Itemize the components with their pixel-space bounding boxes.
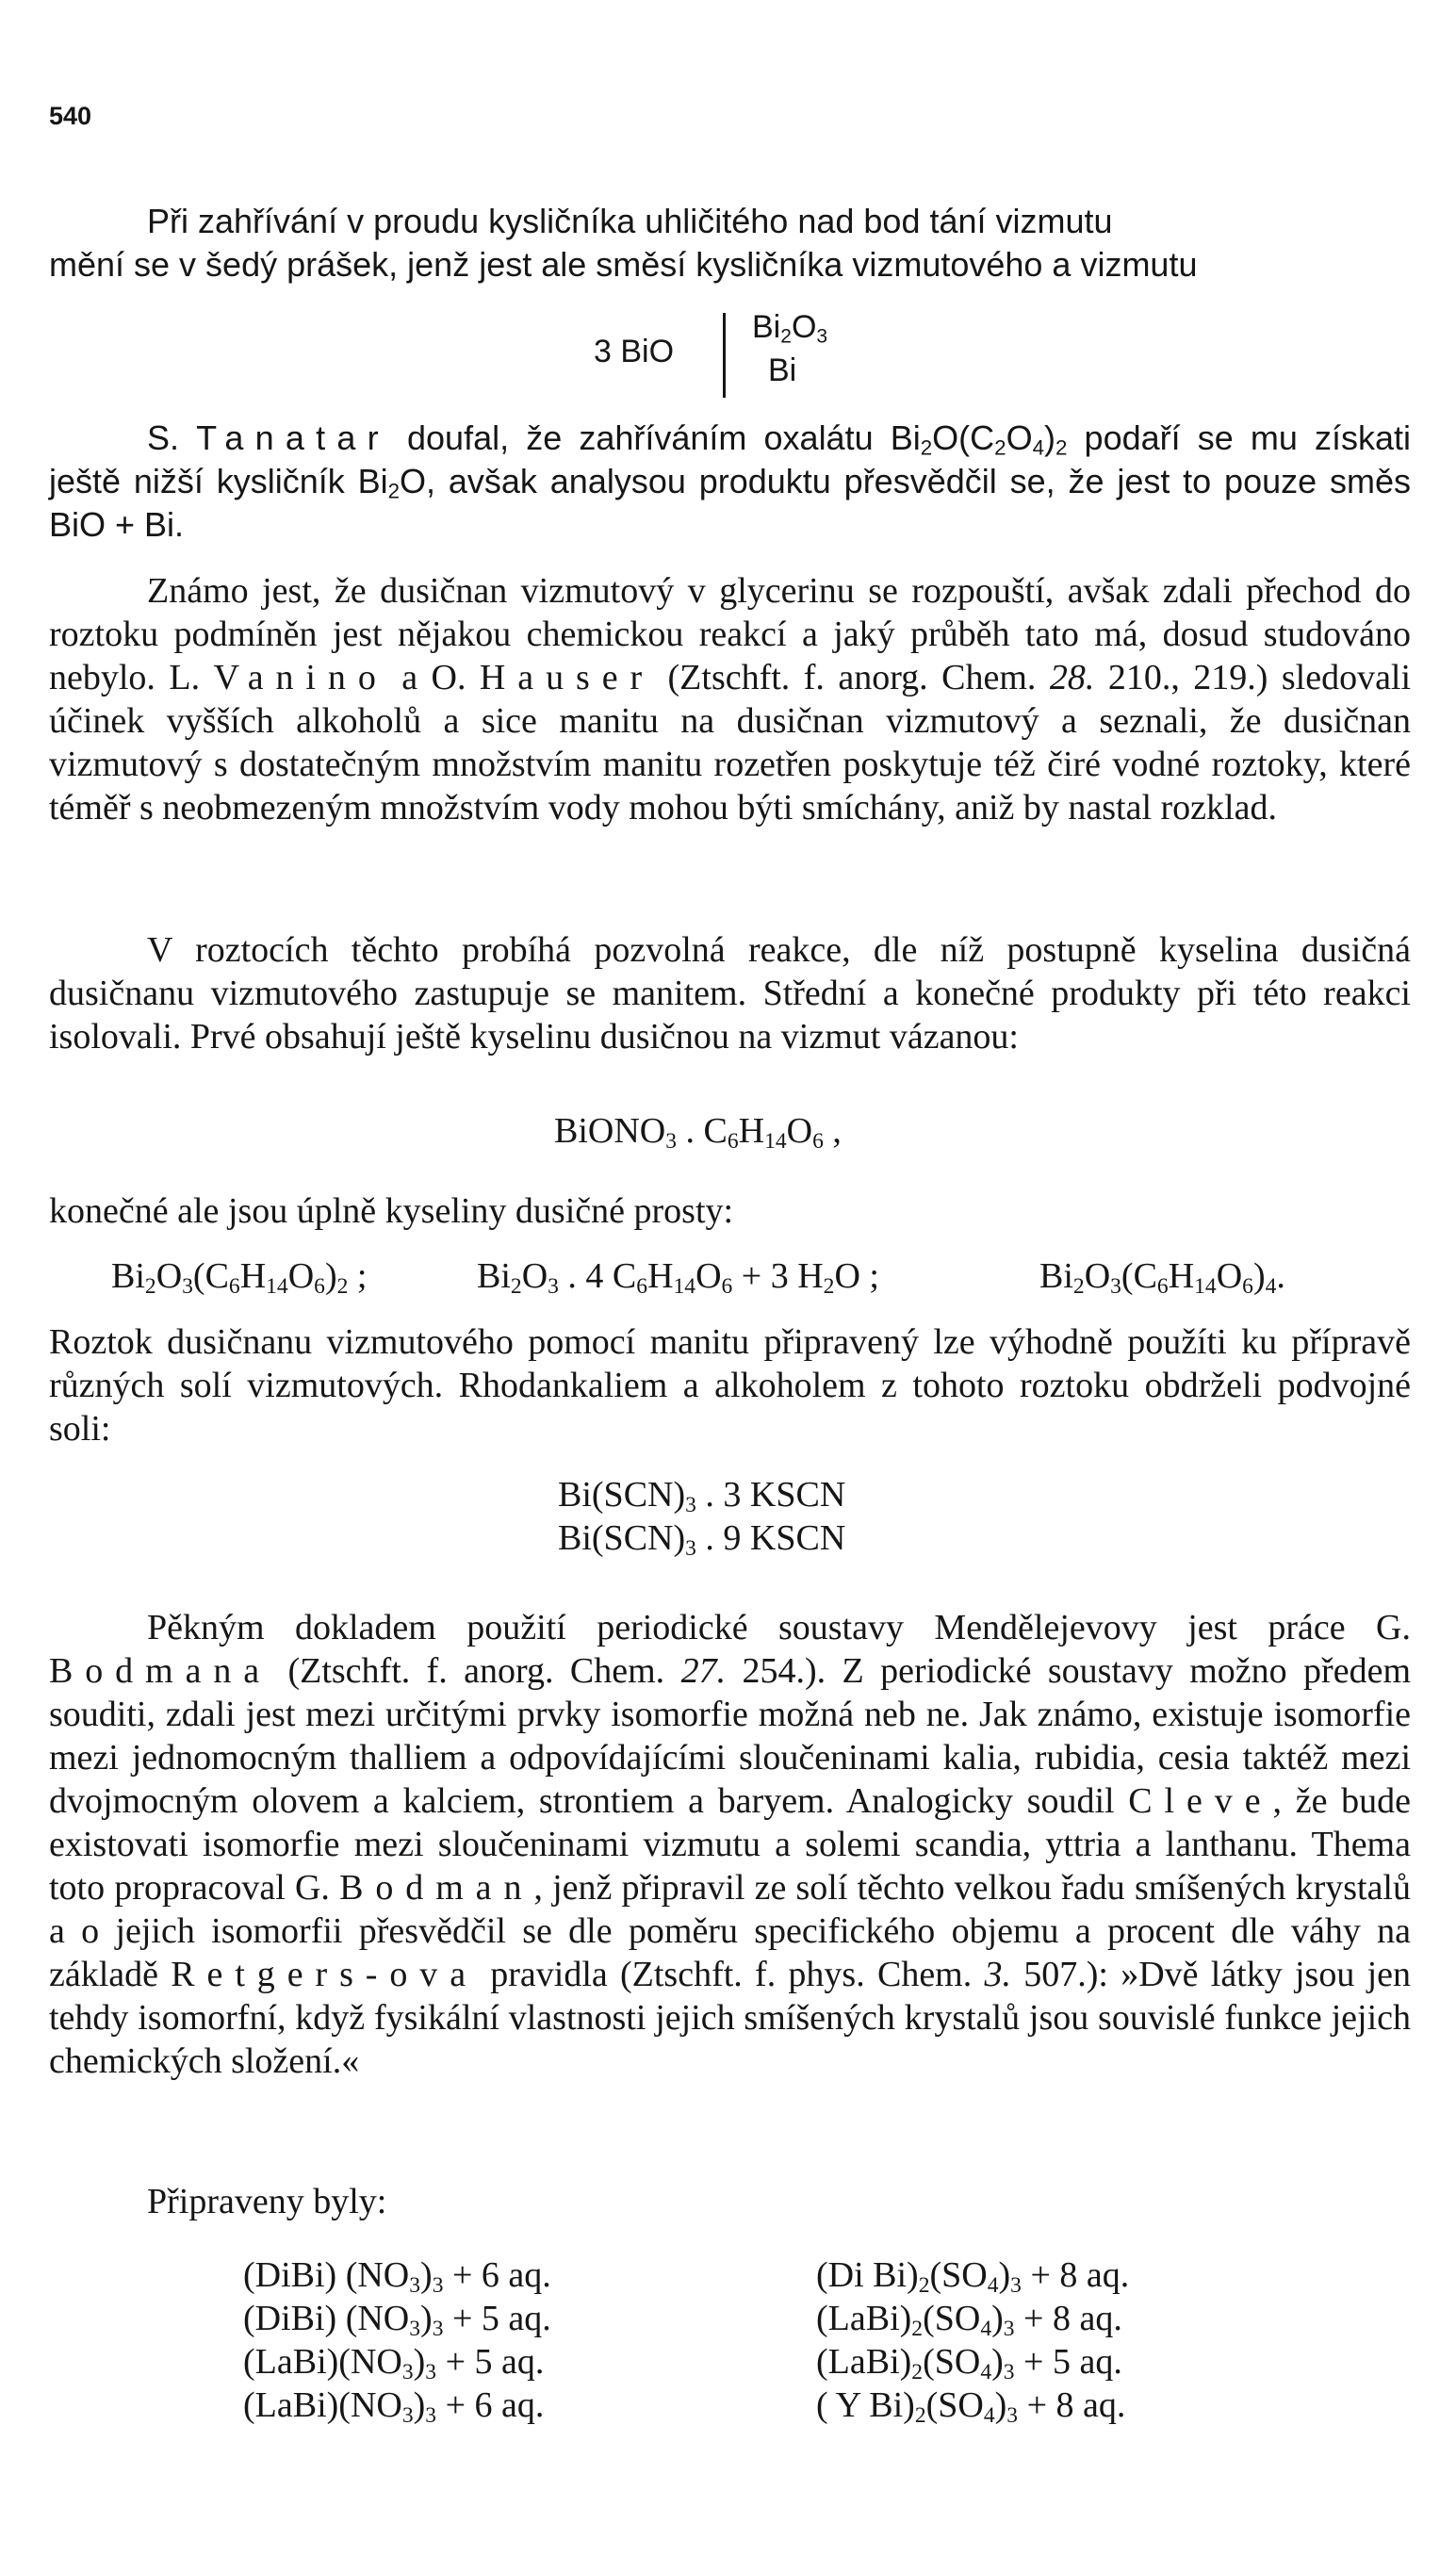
paragraph-7: Pěkným dokladem použití periodické soustavy Mendělejevovy jest práce G. Bodmana (Ztschft. f. anorg. Chem. 27. 254.). Z periodické soustavy možno předem souditi, zdali jest mezi určitými prvky isomorfie možná neb ne. Jak známo, existuje isomorfie mezi jednomocným thalliem a odpovídajícími sloučeninami kalia, rubidia, cesia taktéž mezi dvojmocným olovem a kalciem, strontiem a baryem. Analogicky soudil Cleve, že bude existovati isomorfie mezi sloučeninami vizmutu a solemi scandia, yttria a lanthanu. Thema toto propracoval G. Bodman, jenž připravil ze solí těchto velkou řadu smíšených krystalů a o jejich isomorfii přesvědčil se dle poměru specifického objemu a procent dle váhy na základě Retgers-ova pravidla (Ztschft. f. phys. Chem. 3. 507.): »Dvě látky jsou jen tehdy isomorfní, když fysikální vlastnosti jejich smíšených krystalů jsou souvislé funkce jejich chemických složení.« <box>49 1608 1412 2081</box>
nitrate-item: (DiBi) $(NO_3)_3 + 5$ aq. <box>243 2299 551 2341</box>
formula-bio-denominator: Bi <box>768 352 797 388</box>
sulfate-item: (Di $Bi)_2(SO_4)_3 + 8$ aq. <box>816 2255 1130 2298</box>
sulfate-item: $(LaBi)_2(SO_4)_3 + 8$ aq. <box>816 2299 1122 2341</box>
sulfate-item: ( Y $Bi)_2(SO_4)_3 + 8$ aq. <box>816 2385 1126 2428</box>
author-retgers: Retgers-ova <box>171 1955 478 1994</box>
formula-row-1: $Bi_2O_3(C_6H_{14}O_6)_2$ ; <box>111 1256 368 1299</box>
formula-bio-lhs: 3 BiO <box>594 334 675 369</box>
author-vanino: Vanino <box>213 658 388 697</box>
p1-line1: Při zahřívání v proudu kysličníka uhličitého nad bod tání vizmutu <box>147 202 1113 240</box>
paragraph-5: konečné ale jsou úplně kyseliny dusičné prosty: <box>49 1191 734 1231</box>
thiocyanate-line-2: $Bi(SCN)_3$ . 9 KSCN <box>558 1518 846 1561</box>
author-bodman-2: Bodman <box>339 1868 534 1908</box>
paragraph-8: Připraveny byly: <box>147 2182 387 2221</box>
paragraph-6: Roztok dusičnanu vizmutového pomocí manitu připravený lze výhodně použíti ku přípravě různých solí vizmutových. Rhodankaliem a alkoholem z tohoto roztoku obdrželi podvojné soli: <box>49 1322 1411 1449</box>
page-number: 540 <box>49 102 92 130</box>
formula-thiocyanate <box>558 1473 845 1560</box>
nitrate-item: $(LaBi)(NO_3)_3 + 6$ aq. <box>243 2385 545 2428</box>
p1-line2: mění se v šedý prášek, jenž jest ale směsí kysličníka vizmutového a vizmutu <box>49 245 1198 284</box>
author-cleve: Cleve <box>1128 1781 1273 1821</box>
sulfate-list <box>816 2253 1129 2427</box>
formula-bio-bar <box>723 313 726 398</box>
formula-row-3: $Bi_2O_3(C_6H_{14}O_6)_4$. <box>1039 1256 1285 1299</box>
paragraph-4: V roztocích těchto probíhá pozvolná reakce, dle níž postupně kyselina dusičná dusičnanu vizmutového zastupuje se manitem. Střední a konečné produkty při této reakci isolovali. Prvé obsahují ještě kyselinu dusičnou na vizmut vázanou: <box>49 930 1411 1057</box>
sulfate-item: $(LaBi)_2(SO_4)_3 + 5$ aq. <box>816 2342 1122 2384</box>
paragraph-2: S. Tanatar doufal, že zahříváním oxalátu $Bi_2O(C_2O_4)_2$ podaří se mu získati ještě nižší kysličník $Bi_2O$, avšak analysou produktu přesvědčil se, že jest to pouze směs BiO + Bi. <box>49 418 1412 544</box>
formula-bio-numerator: $Bi_2O_3$ <box>752 309 828 348</box>
author-hauser: Hauser <box>479 658 655 697</box>
paragraph-1 <box>49 200 1411 287</box>
author-bodman-1: Bodmana <box>49 1651 272 1691</box>
thiocyanate-line-1: $Bi(SCN)_3$ . 3 KSCN <box>558 1475 846 1517</box>
nitrate-item: (DiBi) $(NO_3)_3 + 6$ aq. <box>243 2255 551 2298</box>
author-tanatar: Tanatar <box>196 418 390 457</box>
formula-row-2: $Bi_2O_3$ . 4 $C_6H_{14}O_6 + 3$ $H_2O$ ; <box>477 1256 879 1299</box>
nitrate-list <box>243 2253 551 2427</box>
nitrate-item: $(LaBi)(NO_3)_3 + 5$ aq. <box>243 2342 545 2384</box>
paragraph-3: Známo jest, že dusičnan vizmutový v glycerinu se rozpouští, avšak zdali přechod do roztoku podmíněn jest nějakou chemickou reakcí a jaký průběh tato má, dosud studováno nebylo. L. Vanino a O. Hauser (Ztschft. f. anorg. Chem. 28. 210., 219.) sledovali účinek vyšších alkoholů a sice manitu na dusičnan vizmutový a seznali, že dusičnan vizmutový s dostatečným množstvím manitu rozetřen poskytuje též čiré vodné roztoky, které téměř s neobmezeným množstvím vody mohou býti smíchány, aniž by nastal rozklad. <box>49 571 1412 827</box>
formula-bionitrate: BiONO$_3$ . $C_6H_{14}O_6$ , <box>554 1111 842 1154</box>
